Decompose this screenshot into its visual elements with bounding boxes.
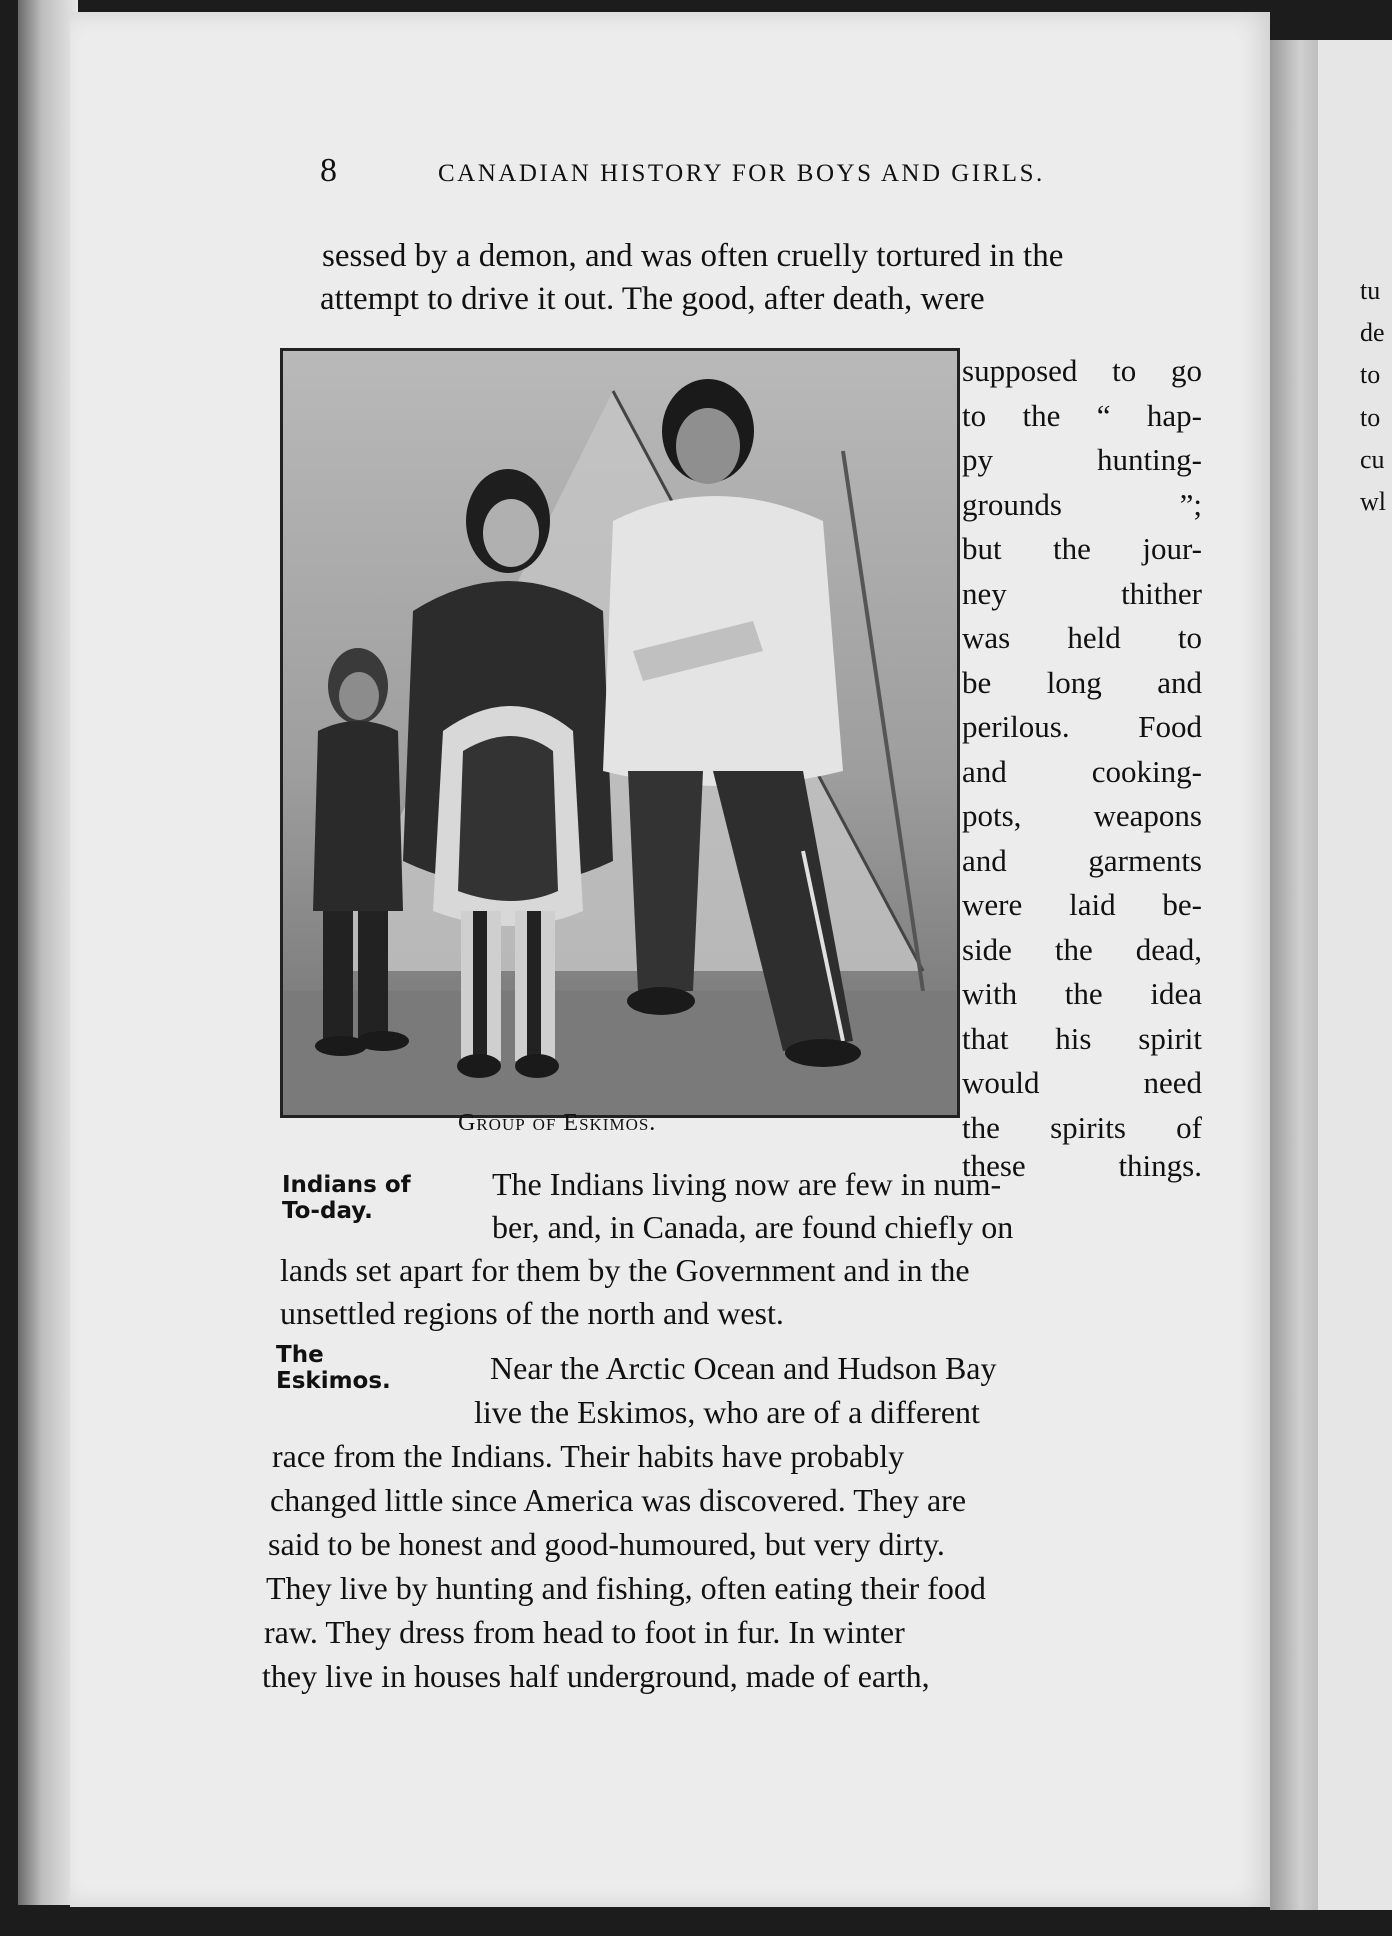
page-number: 8 (320, 152, 337, 189)
column-text-line: supposed to go (962, 353, 1202, 388)
body-text-line: changed little since America was discovered. They are (270, 1482, 967, 1518)
photo-caption: Group of Eskimos. (458, 1110, 657, 1136)
column-text-line: was held to (962, 620, 1202, 655)
column-text-line: grounds ”; (962, 487, 1202, 522)
body-text-line: race from the Indians. Their habits have probably (272, 1438, 905, 1474)
margin-note-line: The (276, 1342, 324, 1368)
book-left-edge (18, 0, 78, 1905)
margin-note-the-eskimos (276, 1342, 391, 1395)
page-header (0, 152, 1392, 192)
margin-note-indians-of-to-day (282, 1172, 411, 1225)
body-text-line: live the Eskimos, who are of a different (474, 1394, 980, 1430)
facing-page-fragment: tu (1360, 276, 1381, 305)
running-title: CANADIAN HISTORY FOR BOYS AND GIRLS. (438, 160, 1045, 187)
column-text-line: the spirits of (962, 1110, 1202, 1145)
margin-note-line: Indians of (282, 1172, 411, 1198)
body-text-line: The Indians living now are few in num- (492, 1166, 1002, 1202)
body-text-line: they live in houses half underground, made of earth, (262, 1658, 930, 1694)
body-text-line: attempt to drive it out. The good, after death, were (320, 281, 985, 317)
column-text-line: but the jour- (962, 531, 1202, 566)
photograph-illustration (283, 351, 957, 1115)
column-text-line: would need (962, 1065, 1202, 1100)
column-text-line: were laid be- (962, 887, 1202, 922)
column-text-line: ney thither (962, 576, 1202, 611)
column-text-line: and garments (962, 843, 1202, 878)
column-text-line: to the “ hap- (962, 398, 1202, 433)
book-gutter (1270, 40, 1320, 1910)
facing-page-fragment: wl (1360, 487, 1386, 516)
facing-page-fragment: de (1360, 318, 1385, 347)
column-text-line: py hunting- (962, 442, 1202, 477)
column-text-line: with the idea (962, 976, 1202, 1011)
margin-note-line: Eskimos. (276, 1368, 391, 1395)
body-text-line: Near the Arctic Ocean and Hudson Bay (490, 1350, 997, 1386)
body-text-line: sessed by a demon, and was often cruelly tortured in the (322, 238, 1064, 274)
column-text-line: that his spirit (962, 1021, 1202, 1056)
body-text-line: They live by hunting and fishing, often eating their food (266, 1570, 986, 1606)
facing-page-fragment: to (1360, 360, 1381, 389)
column-text-line: these things. (962, 1148, 1202, 1183)
body-text-line: lands set apart for them by the Government and in the (280, 1252, 970, 1288)
column-text-line: side the dead, (962, 932, 1202, 967)
margin-note-line: To-day. (282, 1198, 373, 1225)
column-text-line: pots, weapons (962, 798, 1202, 833)
body-text-line: raw. They dress from head to foot in fur. In winter (264, 1614, 905, 1650)
eskimo-group-photograph (280, 348, 960, 1118)
body-text-line: unsettled regions of the north and west. (280, 1295, 784, 1331)
column-text-line: and cooking- (962, 754, 1202, 789)
column-text-line: be long and (962, 665, 1202, 700)
body-text-line: ber, and, in Canada, are found chiefly on (492, 1209, 1014, 1245)
facing-page-fragment: cu (1360, 445, 1385, 474)
body-text-line: said to be honest and good-humoured, but very dirty. (268, 1526, 945, 1562)
column-text-line: perilous. Food (962, 709, 1202, 744)
facing-page-fragment: to (1360, 403, 1381, 432)
